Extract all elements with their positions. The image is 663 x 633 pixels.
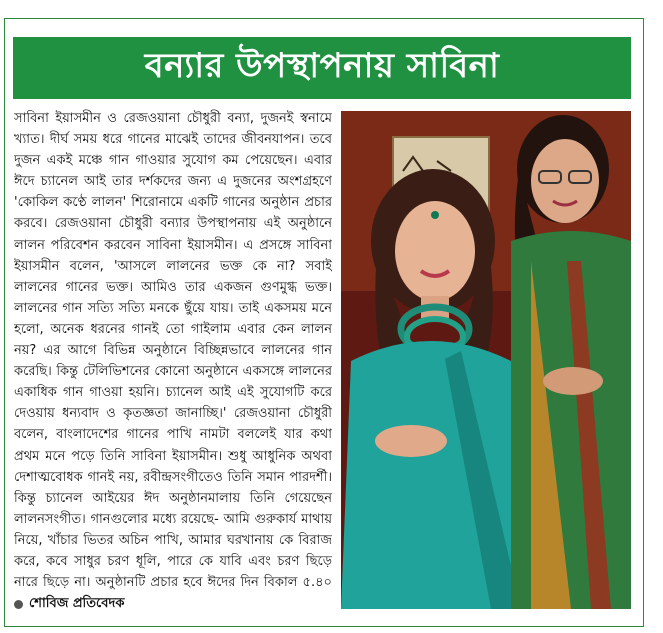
- byline-text: শোবিজ প্রতিবেদক: [29, 596, 125, 611]
- headline: বন্যার উপস্থাপনায় সাবিনা: [144, 45, 500, 86]
- headline-banner: [13, 37, 631, 99]
- photo-illustration: [341, 111, 631, 609]
- bullet-icon: [14, 600, 23, 609]
- article-body: সাবিনা ইয়াসমীন ও রেজওয়ানা চৌধুরী বন্যা, দুজনই স্বনামে খ্যাত। দীর্ঘ সময় ধরে গানের মাঝেই তাদের জীবনযাপন। তবে দুজন একই মঞ্চে গান গাওয়ার সুযোগ কম পেয়েছেন। এবার ঈদে চ্যানেল আই তার দর্শকদের জন্য এ দুজনের অংশগ্রহণে 'কোকিল কণ্ঠে লালন' শিরোনামে একটি গানের অনুষ্ঠান প্রচার করবে। রেজওয়ানা চৌধুরী বন্যার উপস্থাপনায় এই অনুষ্ঠানে লালন পরিবেশন করবেন সাবিনা ইয়াসমীন। এ প্রসঙ্গে সাবিনা ইয়াসমীন বলেন, 'আসলে লালনের ভক্ত কে না? সবাই লালনের গানের ভক্ত। আমিও তার একজন গুণমুগ্ধ ভক্ত। লালনের গান সত্যি সত্যি মনকে ছুঁয়ে যায়। তাই একসময় মনে হলো, অনেক ধরনের গানই তো গাইলাম এবার কেন লালন নয়? এর আগে বিভিন্ন অনুষ্ঠানে বিচ্ছিন্নভাবে লালনের গান করেছি। কিন্তু টেলিভিশনের কোনো অনুষ্ঠানে একসঙ্গে লালনের একাধিক গান গাওয়া হয়নি। চ্যানেল আই এই সুযোগটি করে দেওয়ায় ধন্যবাদ ও কৃতজ্ঞতা জানাচ্ছি।' রেজওয়ানা চৌধুরী বলেন, বাংলাদেশের গানের পাখি নামটা বললেই যার কথা প্রথম মনে পড়ে তিনি সাবিনা ইয়াসমীন। শুধু আধুনিক অথবা দেশাত্মবোধক গানই নয়, রবীন্দ্রসংগীতেও তিনি সমান পারদর্শী। কিন্তু চ্যানেল আইয়ের ঈদ অনুষ্ঠানমালায় তিনি গেয়েছেন লালনসংগীত। গানগুলোর মধ্যে রয়েছে- আমি গুরুকার্য মাথায় নিয়ে, খাঁচার ভিতর অচিন পাখি, আমার ঘরখানায় কে বিরাজ করে, কবে সাধুর চরণ ধূলি, পারে কে যাবি এবং চরণ ছিড়ে নারে ছিড়ে না। অনুষ্ঠানটি প্রচার হবে ঈদের দিন বিকাল ৫.৪০: [14, 111, 332, 591]
- article-photo: [341, 111, 631, 609]
- byline: [14, 594, 334, 615]
